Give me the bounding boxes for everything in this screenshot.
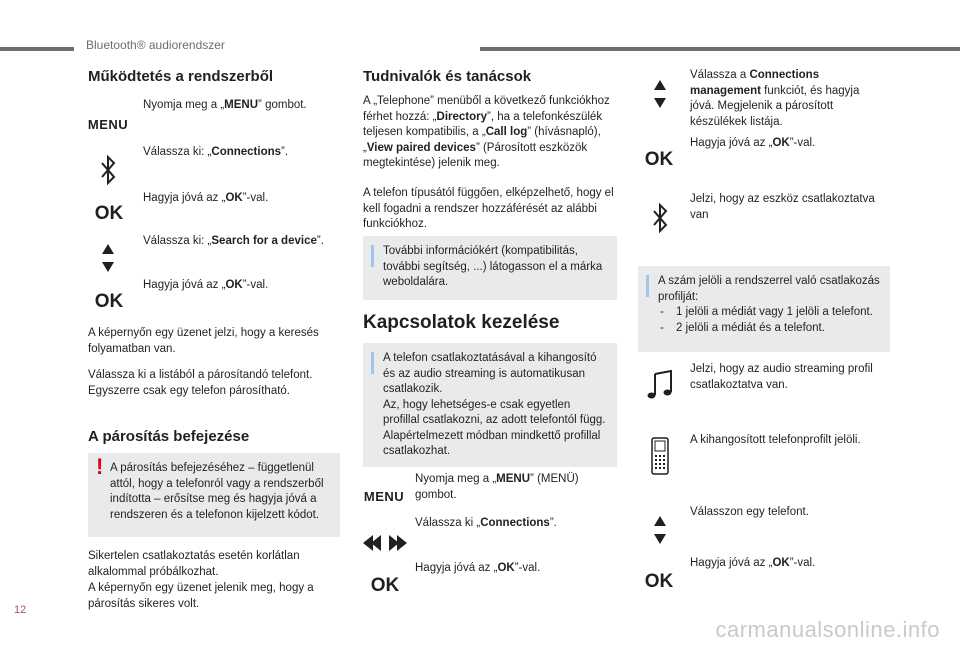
step-text: Jelzi, hogy az audio streaming profil csatlakoztatva van.: [690, 363, 873, 391]
step-text: Nyomja meg a „MENU” (MENÜ) gombot.: [415, 473, 579, 501]
menu-button-icon: MENU: [87, 116, 129, 132]
info-box: A telefon csatlakoztatásával a kihangosító és az audio streaming is automatikusan csatlakozik. Az, hogy lehetséges-e csak egyetlen profillal csatlakozni, az adott telefontól függ. Alapértelmezett módban mindkettő profillal csatlakozhat.: [363, 343, 617, 467]
step-text: A kihangosított telefonprofilt jelöli.: [690, 434, 861, 446]
step-text: Válassza a Connections management funkciót, és hagyja jóvá. Megjelenik a párosított készülékek listája.: [690, 69, 860, 128]
warning-icon: !: [96, 454, 104, 479]
header-bar-right: [480, 47, 960, 51]
step-text: Válassza ki: „Search for a device”.: [143, 235, 324, 247]
ok-button-icon: OK: [94, 291, 124, 312]
bluetooth-icon: [96, 150, 120, 190]
step-text: Nyomja meg a „MENU” gombot.: [143, 99, 307, 111]
warning-box: ! A párosítás befejezéséhez – függetlenül attól, hogy a telefonról vagy a rendszerből indította – erősítse meg és hagyja jóvá a rendszeren és a telefonon kijelzett kódot.: [88, 453, 340, 537]
header-bar-left: [0, 47, 74, 51]
paragraph: Válassza ki a listából a párosítandó telefont. Egyszerre csak egy telefon párosítható.: [88, 369, 313, 397]
section-heading-operation: Működtetés a rendszerből: [88, 68, 274, 85]
info-icon: [646, 275, 649, 297]
step-text: Hagyja jóvá az „OK”-val.: [690, 137, 816, 149]
section-heading-pairing-complete: A párosítás befejezése: [88, 428, 250, 445]
up-down-arrows-icon: [650, 512, 670, 548]
paragraph: A képernyőn egy üzenet jelenik meg, hogy a párosítás sikeres volt.: [88, 582, 314, 610]
list-item: - 2 jelöli a médiát és a telefont.: [658, 321, 882, 337]
info-icon: [371, 352, 374, 374]
step-text: Válassza ki: „Connections”.: [143, 146, 289, 158]
header-title: Bluetooth® audiorendszer: [86, 38, 225, 52]
watermark: carmanualsonline.info: [715, 617, 940, 642]
ok-button-icon: OK: [94, 203, 124, 224]
menu-button-icon: MENU: [363, 488, 405, 504]
left-right-arrows-icon: [362, 533, 408, 553]
phone-icon: [648, 436, 672, 476]
info-icon: [371, 245, 374, 267]
ok-button-icon: OK: [644, 571, 674, 592]
step-text: Válassza ki „Connections”.: [415, 517, 557, 529]
step-text: Hagyja jóvá az „OK”-val.: [415, 562, 541, 574]
bluetooth-icon: [648, 198, 672, 238]
up-down-arrows-icon: [98, 240, 118, 276]
music-note-icon: [644, 368, 676, 402]
step-text: Jelzi, hogy az eszköz csatlakoztatva van: [690, 193, 875, 221]
ok-button-icon: OK: [370, 575, 400, 596]
info-box: További információkért (kompatibilitás, további segítség, ...) látogasson el a márka weboldalára.: [363, 236, 617, 300]
page-number: 12: [14, 604, 27, 616]
paragraph: Sikertelen csatlakoztatás esetén korlátlan alkalommal próbálkozhat.: [88, 550, 300, 578]
section-heading-tips: Tudnivalók és tanácsok: [363, 68, 532, 85]
step-text: Válasszon egy telefont.: [690, 506, 809, 518]
ok-button-icon: OK: [644, 149, 674, 170]
tips-paragraph: A telefon típusától függően, elképzelhető, hogy el kell fogadni a rendszer hozzáférését az alábbi funkciókhoz.: [363, 187, 614, 230]
info-box: A szám jelöli a rendszerrel való csatlakozás profilját: - 1 jelöli a médiát vagy 1 jelöli a telefont. - 2 jelöli a médiát és a telefont.: [638, 266, 890, 352]
step-text: Hagyja jóvá az „OK”-val.: [143, 192, 269, 204]
list-item: - 1 jelöli a médiát vagy 1 jelöli a telefont.: [658, 305, 882, 321]
section-heading-connections: Kapcsolatok kezelése: [363, 312, 560, 333]
paragraph: A képernyőn egy üzenet jelzi, hogy a keresés folyamatban van.: [88, 327, 319, 355]
tips-paragraph: A „Telephone” menüből a következő funkciókhoz férhet hozzá: „Directory”, ha a telefonkészülék teljesen kompatibilis, a „Call log” (hívásnapló), „View paired devices” (Párosított eszközök megtekintése) jelenik meg.: [363, 95, 610, 169]
step-text: Hagyja jóvá az „OK”-val.: [143, 279, 269, 291]
up-down-arrows-icon: [650, 76, 670, 112]
step-text: Hagyja jóvá az „OK”-val.: [690, 557, 816, 569]
